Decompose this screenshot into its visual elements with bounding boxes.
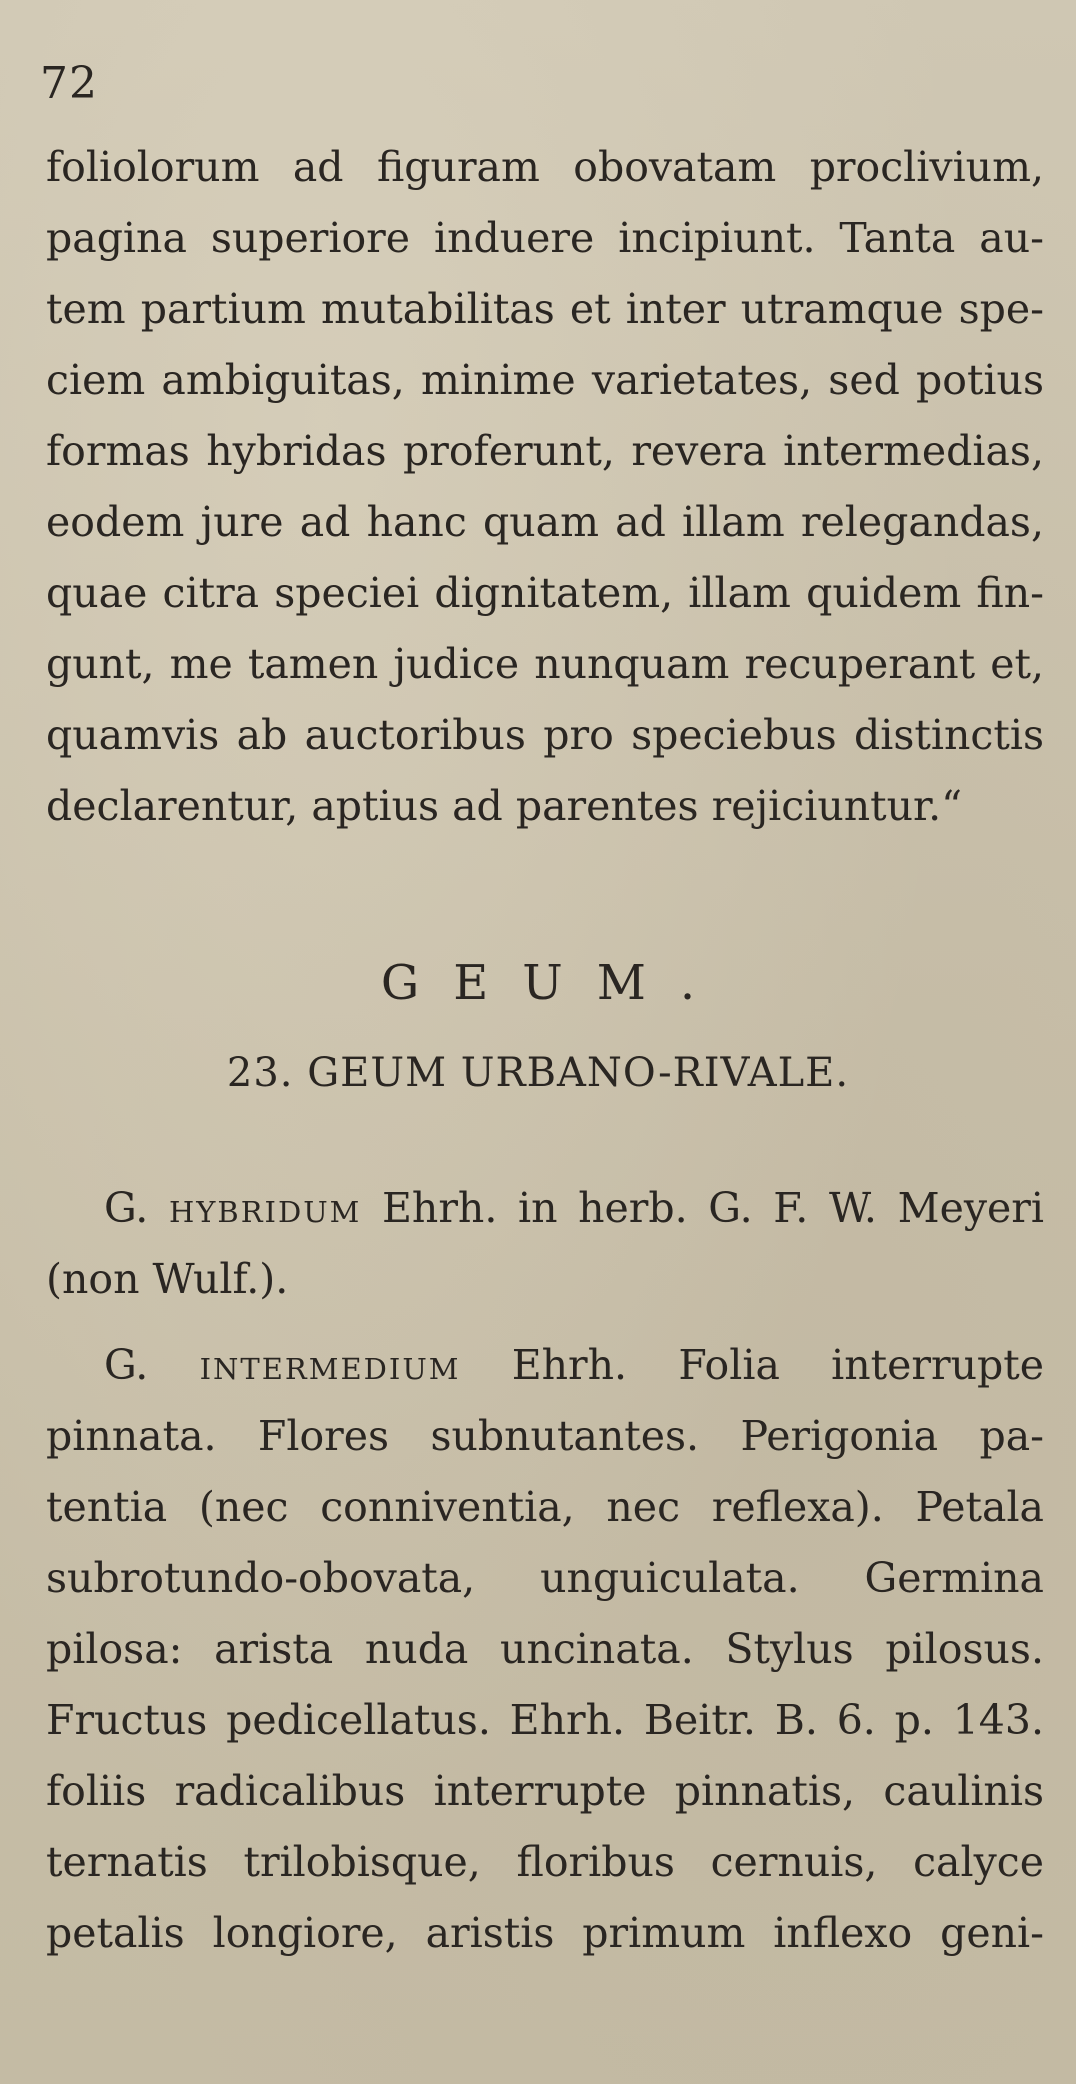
text-line: quae citra speciei dignitatem, illam quidem fin- <box>46 569 1044 617</box>
text-line: eodem jure ad hanc quam ad illam relegandas, <box>46 498 1044 546</box>
text-line: quamvis ab auctoribus pro speciebus distinctis <box>46 711 1044 759</box>
text-line: foliolorum ad figuram obovatam proclivium, <box>46 143 1044 191</box>
text-line: ciem ambiguitas, minime varietates, sed potius <box>46 356 1044 404</box>
description-line <box>104 1340 1044 1390</box>
description-text: Ehrh. Folia interrupte <box>511 1341 1044 1389</box>
description-line: ternatis trilobisque, floribus cernuis, calyce <box>46 1838 1044 1886</box>
description-epithet: intermedium <box>199 1341 461 1389</box>
genus-abbreviation: G. <box>104 1184 149 1232</box>
species-heading: 23. GEUM URBANO-RIVALE. <box>226 1050 850 1096</box>
description-line: Fructus pedicellatus. Ehrh. Beitr. B. 6. p. 143. <box>46 1696 1044 1744</box>
text-line: formas hybridas proferunt, revera intermedias, <box>46 427 1044 475</box>
description-line: tentia (nec conniventia, nec reflexa). Petala <box>46 1483 1044 1531</box>
synonym-epithet: hybridum <box>168 1184 362 1232</box>
genus-abbreviation: G. <box>104 1341 149 1389</box>
page-number: 72 <box>40 58 98 109</box>
description-line: pinnata. Flores subnutantes. Perigonia pa- <box>46 1412 1044 1460</box>
description-line: subrotundo-obovata, unguiculata. Germina <box>46 1554 1044 1602</box>
description-line: foliis radicalibus interrupte pinnatis, caulinis <box>46 1767 1044 1815</box>
text-line: tem partium mutabilitas et inter utramque spe- <box>46 285 1044 333</box>
genus-heading: GEUM. <box>380 955 730 1011</box>
synonym-line: (non Wulf.). <box>46 1255 289 1303</box>
synonym-citation: Ehrh. in herb. G. F. W. Meyeri <box>382 1184 1044 1232</box>
synonym-line <box>104 1183 1044 1233</box>
text-line: gunt, me tamen judice nunquam recuperant et, <box>46 640 1044 688</box>
text-line: declarentur, aptius ad parentes rejiciuntur.“ <box>46 782 963 830</box>
description-line: pilosa: arista nuda uncinata. Stylus pilosus. <box>46 1625 1044 1673</box>
description-line: petalis longiore, aristis primum inflexo geni- <box>46 1909 1044 1957</box>
text-line: pagina superiore induere incipiunt. Tanta au- <box>46 214 1044 262</box>
